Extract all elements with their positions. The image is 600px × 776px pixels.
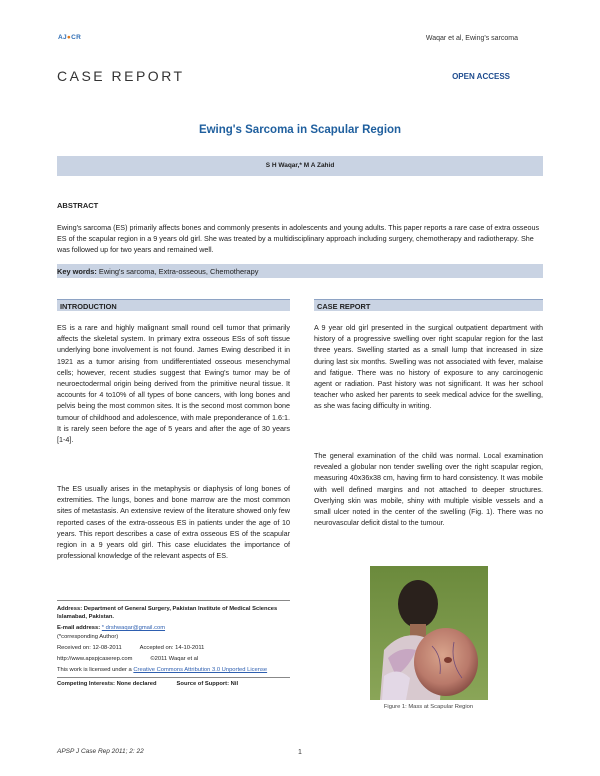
introduction-heading: INTRODUCTION: [57, 299, 290, 311]
article-title: Ewing's Sarcoma in Scapular Region: [198, 124, 402, 136]
keywords-list: Ewing's sarcoma, Extra-osseous, Chemotherapy: [98, 267, 259, 276]
journal-citation: APSP J Case Rep 2011; 2: 22: [57, 748, 144, 755]
open-access-label: OPEN ACCESS: [452, 72, 510, 81]
logo-aj: AJ: [58, 34, 67, 41]
competing-interests: Competing Interests: None declared: [57, 681, 157, 688]
source-of-support: Source of Support: Nil: [176, 681, 239, 688]
case-paragraph-2: The general examination of the child was normal. Local examination revealed a globular non tender swelling over the right scapular region, measuring 40x36x38 cm, having firm to hard consistency. It was mobile with well defined margins and not attached to deeper structures. Overlying skin was mobile, shiny with multiple visible vessels and a small ulcer noted in the center of the swelling (Fig. 1). There was no neurovascular deficit distal to the tumour.: [314, 451, 543, 528]
case-report-heading: CASE REPORT: [314, 299, 543, 311]
license-line: [57, 666, 290, 674]
author-bar: [57, 156, 543, 176]
email-link[interactable]: * drshwaqar@gmail.com: [101, 625, 166, 632]
copyright: ©2011 Waqar et al: [150, 656, 199, 663]
dates-row: [57, 644, 290, 652]
abstract-heading: ABSTRACT: [57, 201, 99, 210]
accepted-date: Accepted on: 14-10-2011: [139, 644, 205, 651]
abstract-text: Ewing's sarcoma (ES) primarily affects bones and commonly presents in adolescents and young adults. This paper reports a rare case of extra osseous ES of the scapular region in a 9 years old girl. She was treated by a multidisciplinary approach including surgery, chemotherapy and radiotherapy. She was followed up for two years and remained well.: [57, 223, 540, 254]
email-label: E-mail address:: [57, 625, 101, 632]
page-number: 1: [298, 749, 302, 756]
running-head: Waqar et al, Ewing's sarcoma: [425, 35, 518, 42]
corresponding-note: (*corresponding Author): [57, 633, 119, 640]
author-address: Address: Department of General Surgery, Pakistan Institute of Medical Sciences Islamabad, Pakistan.: [57, 606, 278, 621]
article-type: CASE REPORT: [57, 68, 185, 84]
logo-cr: CR: [71, 34, 82, 41]
patient-photo-image: [370, 566, 488, 700]
article-info-block: [57, 600, 290, 689]
journal-website[interactable]: http://www.apspjcaserep.com: [57, 656, 133, 663]
introduction-paragraph-2: The ES usually arises in the metaphysis or diaphysis of long bones of extremities. The lungs, bones and bone marrow are the most common sites of metastasis. An extensive review of the literature showed only few reported cases of the extra-osseous ES in patients under the age of 10 years. This report describes a case of extra osseous ES of the scapular region in a 9 years old girl. This case elucidates the importance of professional knowledge of the relevant aspects of ES.: [57, 484, 290, 561]
author-list: S H Waqar,* M A Zahid: [265, 162, 335, 169]
keywords-label: Key words:: [57, 267, 97, 276]
website-row: [57, 655, 290, 663]
introduction-paragraph-1: ES is a rare and highly malignant small round cell tumor that primarily affects the skeletal system. In primary extra osseous ESs of soft tissue underlying bone involvement is not found. James Ewing described it in 1921 as a tumor arising from undifferentiated osseous mesenchymal cells; however, recent studies suggest that Ewing's tumor may be of neuroectodermal origin being derived from the primitive neural tissue. It accounts for 4 to10% of all types of bone cancers, with long bones and pelvis being the most common sites. It is the second most common bone tumour of childhood and adolescence, with male preponderance of 1.6:1. It is rarely seen before the age of 5 years and after the age of 30 years [1-4].: [57, 323, 290, 445]
case-paragraph-1: A 9 year old girl presented in the surgical outpatient department with history of a progressive swelling over right scapular region for the last three years. Swelling started as a small lump that increased in size during last six months. Swelling was not associated with fever, malaise and fatigue. There was no history of exposure to any carcinogenic agent or radiation. Past history was not significant. It was her school teacher who asked her parents to seek medical advice for the swelling, as she was facing difficulty in writing.: [314, 323, 543, 411]
journal-logo: [58, 34, 81, 41]
license-text: This work is licensed under a: [57, 667, 132, 674]
license-link[interactable]: Creative Commons Attribution 3.0 Unported License: [133, 667, 268, 674]
figure-1-photo: [370, 566, 488, 700]
logo-dot: ●: [66, 34, 72, 41]
figure-caption: Figure 1: Mass at Scapular Region: [383, 704, 474, 710]
declarations-row: [57, 677, 290, 688]
received-date: Received on: 12-08-2011: [57, 644, 122, 651]
keywords-bar: [57, 264, 543, 278]
email-line: [57, 624, 290, 632]
